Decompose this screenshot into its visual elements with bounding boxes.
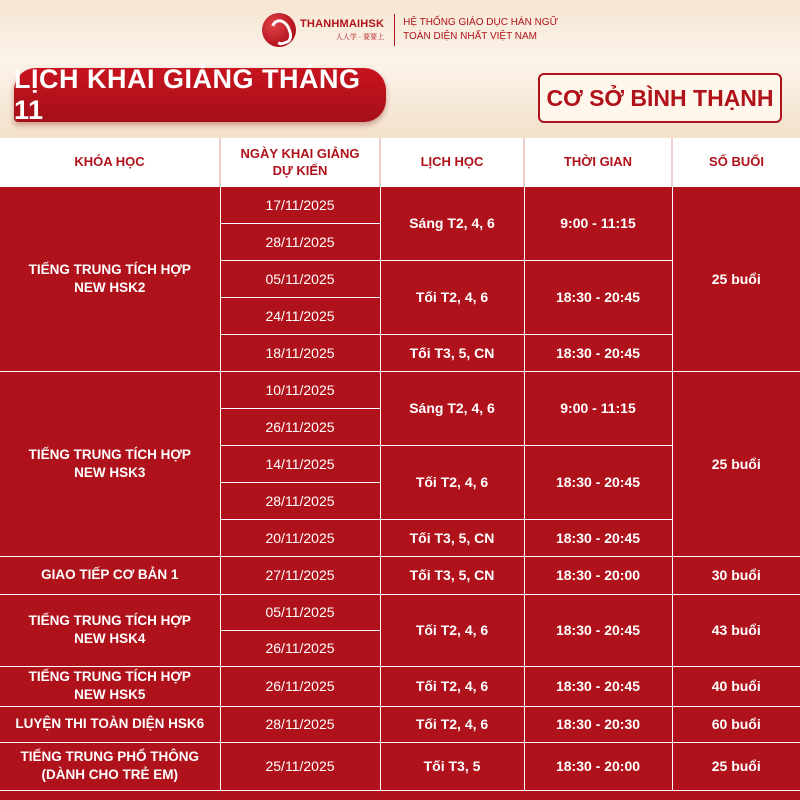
date-cell: 24/11/2025 [220, 297, 380, 334]
table-row [0, 706, 800, 742]
date-cell: 05/11/2025 [220, 260, 380, 297]
course-name: TIẾNG TRUNG PHỔ THÔNG [20, 749, 199, 764]
date-cell: 26/11/2025 [220, 666, 380, 706]
table-row [0, 556, 800, 594]
course-cell [0, 666, 220, 706]
time-cell: 18:30 - 20:45 [524, 334, 672, 371]
schedule-cell: Tối T2, 4, 6 [380, 260, 524, 334]
sessions-cell: 60 buổi [672, 706, 800, 742]
date-cell: 17/11/2025 [220, 186, 380, 223]
brand-tagline [403, 16, 558, 44]
table-row [0, 666, 800, 706]
brand-divider [394, 14, 395, 46]
schedule-cell: Tối T2, 4, 6 [380, 706, 524, 742]
course-cell [0, 594, 220, 666]
schedule-cell: Tối T2, 4, 6 [380, 445, 524, 519]
sessions-cell: 25 buổi [672, 186, 800, 371]
date-cell: 28/11/2025 [220, 482, 380, 519]
brand-logo [262, 10, 558, 50]
brand-name: THANHMAIHSK [300, 18, 385, 30]
brand-name-block [300, 18, 384, 42]
date-cell: 28/11/2025 [220, 223, 380, 260]
sessions-cell: 25 buổi [672, 742, 800, 790]
course-level: NEW HSK5 [74, 687, 146, 702]
header-date-line-1: NGÀY KHAI GIẢNG [240, 145, 360, 161]
table-row [0, 594, 800, 630]
course-cell: LUYỆN THI TOÀN DIỆN HSK6 [0, 706, 220, 742]
date-cell: 25/11/2025 [220, 742, 380, 790]
course-level: (DÀNH CHO TRẺ EM) [41, 767, 178, 782]
schedule-cell: Tối T3, 5 [380, 742, 524, 790]
time-cell: 18:30 - 20:45 [524, 666, 672, 706]
course-level: NEW HSK3 [74, 464, 146, 480]
table-header-row [0, 138, 800, 186]
time-cell: 18:30 - 20:00 [524, 742, 672, 790]
time-cell: 18:30 - 20:45 [524, 519, 672, 556]
date-cell: 28/11/2025 [220, 706, 380, 742]
time-cell: 9:00 - 11:15 [524, 371, 672, 445]
sessions-cell: 30 buổi [672, 556, 800, 594]
header-area [0, 0, 800, 138]
course-cell: GIAO TIẾP CƠ BẢN 1 [0, 556, 220, 594]
date-cell: 14/11/2025 [220, 445, 380, 482]
header-time: THỜI GIAN [524, 138, 672, 186]
header-course: KHÓA HỌC [0, 138, 220, 186]
header-schedule: LỊCH HỌC [380, 138, 524, 186]
course-name: TIẾNG TRUNG TÍCH HỢP [28, 446, 191, 462]
course-name: TIẾNG TRUNG TÍCH HỢP [28, 261, 191, 277]
brand-sub: 人人学 · 要要上 [335, 34, 385, 41]
course-cell [0, 186, 220, 371]
schedule-cell: Tối T3, 5, CN [380, 556, 524, 594]
brand-logo-icon [262, 13, 296, 47]
course-cell [0, 742, 220, 790]
date-cell: 18/11/2025 [220, 334, 380, 371]
branch-badge: CƠ SỞ BÌNH THẠNH [538, 73, 782, 123]
schedule-table [0, 138, 800, 791]
date-cell: 20/11/2025 [220, 519, 380, 556]
time-cell: 18:30 - 20:45 [524, 260, 672, 334]
header-date [220, 138, 380, 186]
header-date-line-2: DỰ KIẾN [272, 162, 328, 178]
schedule-cell: Tối T3, 5, CN [380, 334, 524, 371]
time-cell: 18:30 - 20:45 [524, 445, 672, 519]
course-name: TIẾNG TRUNG TÍCH HỢP [28, 669, 191, 684]
sessions-cell: 43 buổi [672, 594, 800, 666]
table-row [0, 371, 800, 408]
course-level: NEW HSK2 [74, 279, 146, 295]
sessions-cell: 25 buổi [672, 371, 800, 556]
time-cell: 18:30 - 20:45 [524, 594, 672, 666]
schedule-cell: Sáng T2, 4, 6 [380, 371, 524, 445]
date-cell: 26/11/2025 [220, 408, 380, 445]
sessions-cell: 40 buổi [672, 666, 800, 706]
course-level: NEW HSK4 [74, 631, 146, 646]
table-row [0, 186, 800, 223]
date-cell: 10/11/2025 [220, 371, 380, 408]
time-cell: 18:30 - 20:30 [524, 706, 672, 742]
schedule-cell: Sáng T2, 4, 6 [380, 186, 524, 260]
tagline-line-1: HỆ THỐNG GIÁO DỤC HÁN NGỮ [403, 17, 559, 28]
schedule-cell: Tối T2, 4, 6 [380, 594, 524, 666]
date-cell: 27/11/2025 [220, 556, 380, 594]
tagline-line-2: TOÀN DIỆN NHẤT VIỆT NAM [403, 31, 538, 42]
date-cell: 05/11/2025 [220, 594, 380, 630]
date-cell: 26/11/2025 [220, 630, 380, 666]
course-cell [0, 371, 220, 556]
header-sessions: SỐ BUỔI [672, 138, 800, 186]
time-cell: 18:30 - 20:00 [524, 556, 672, 594]
time-cell: 9:00 - 11:15 [524, 186, 672, 260]
table-row [0, 742, 800, 790]
course-name: TIẾNG TRUNG TÍCH HỢP [28, 613, 191, 628]
schedule-cell: Tối T3, 5, CN [380, 519, 524, 556]
page-title: LỊCH KHAI GIẢNG THÁNG 11 [14, 68, 386, 122]
schedule-cell: Tối T2, 4, 6 [380, 666, 524, 706]
